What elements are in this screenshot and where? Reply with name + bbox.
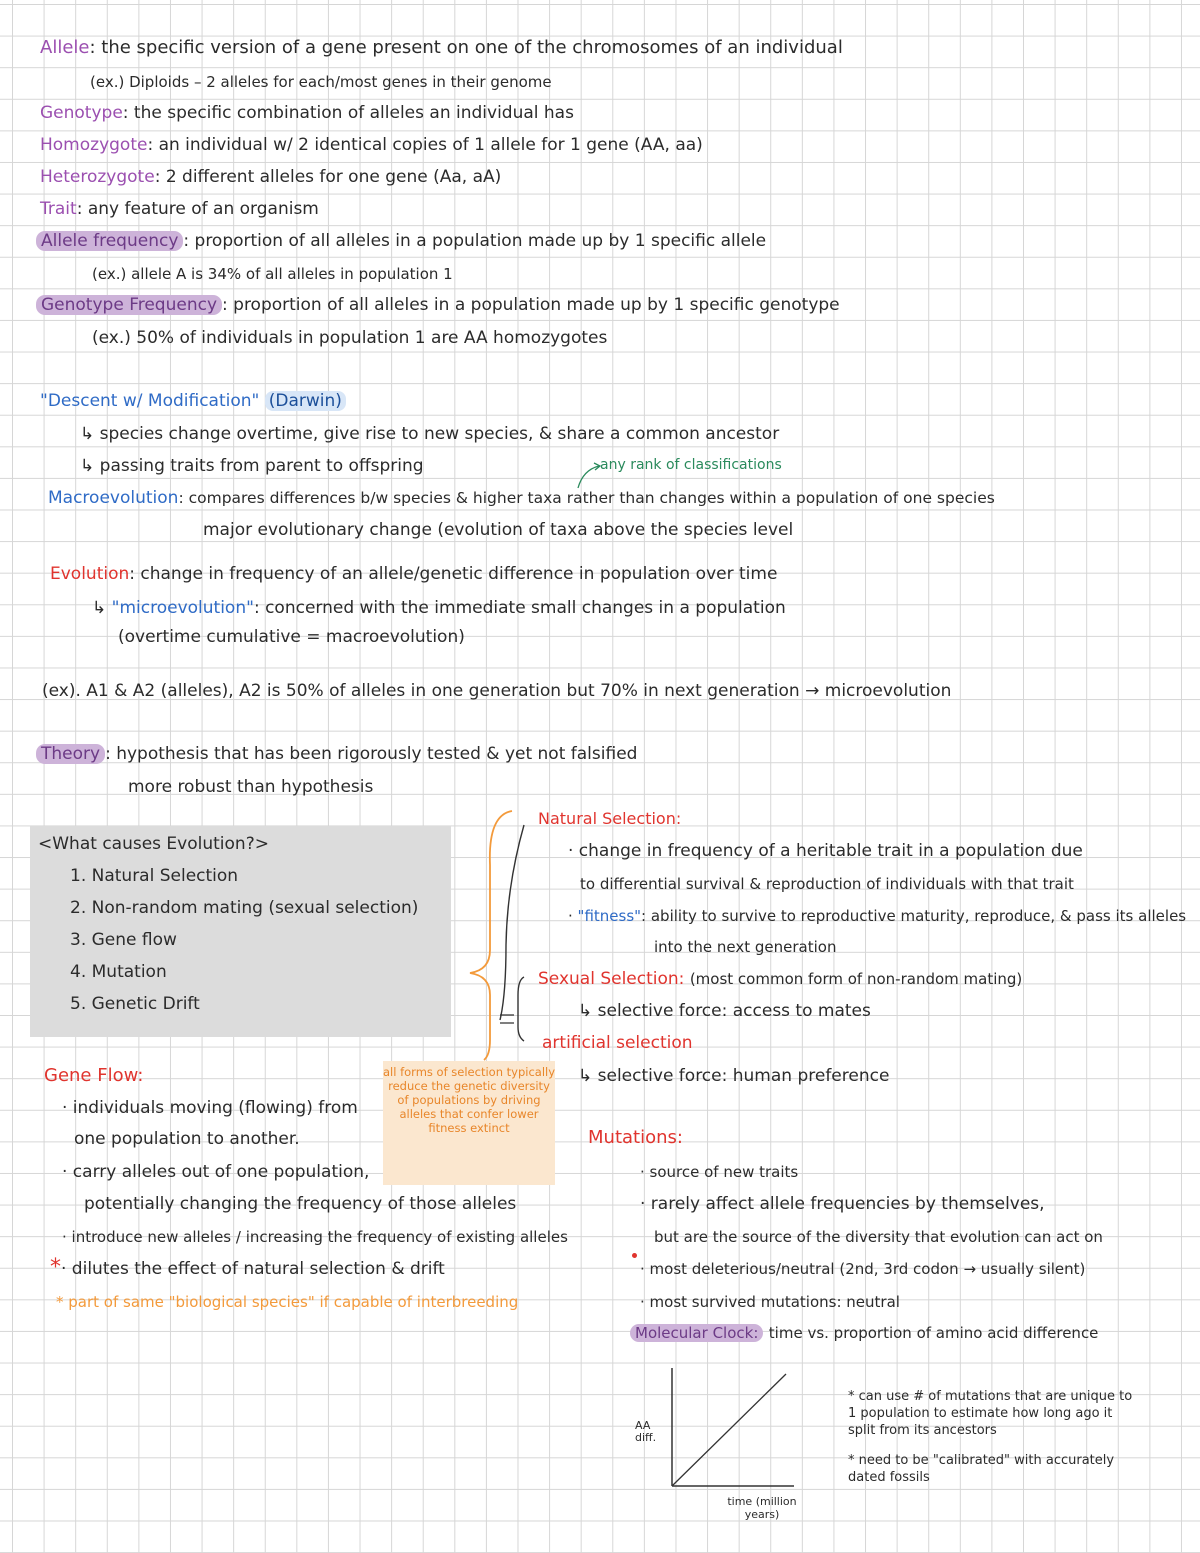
def-genotype-text: : the specific combination of alleles an individual has xyxy=(122,103,574,123)
microevolution xyxy=(92,597,786,619)
mutations-line-1: · source of new traits xyxy=(640,1163,799,1181)
microevolution-text: : concerned with the immediate small changes in a population xyxy=(253,598,786,618)
def-allele-frequency-text: : proportion of all alleles in a population made up by 1 specific allele xyxy=(183,231,767,251)
darwin-bullet-2: ↳ passing traits from parent to offspring xyxy=(80,456,424,476)
gene-flow-title: Gene Flow: xyxy=(44,1065,144,1086)
gene-flow-line-6 xyxy=(50,1257,445,1280)
genotype-frequency-example: (ex.) 50% of individuals in population 1 are AA homozygotes xyxy=(92,328,608,348)
term-genotype-frequency: Genotype Frequency xyxy=(36,295,222,315)
graph-y-label: AA diff. xyxy=(635,1419,657,1444)
causes-title: <What causes Evolution?> xyxy=(38,834,269,854)
fitness-text-2: into the next generation xyxy=(654,938,837,956)
fitness-def: · "fitness": ability to survive to reproductive maturity, reproduce, & pass its alleles xyxy=(568,907,1187,925)
term-microevolution: "microevolution" xyxy=(111,598,254,618)
cause-item-3: 3. Gene flow xyxy=(70,930,177,950)
red-star: * xyxy=(50,1255,61,1280)
molecular-clock-graph xyxy=(668,1366,798,1494)
red-dot xyxy=(632,1253,637,1258)
selection-note-box: all forms of selection typically reduce the genetic diversity of populations by driving alleles that confer lower fitness extinct xyxy=(383,1061,555,1185)
def-heterozygote xyxy=(40,166,501,188)
def-heterozygote-text: : 2 different alleles for one gene (Aa, aA) xyxy=(154,167,502,187)
term-macroevolution: Macroevolution xyxy=(48,488,179,508)
macroevolution-text: : compares differences b/w species & higher taxa rather than changes within a population of one species xyxy=(178,489,995,507)
gene-flow-line-6-text: · dilutes the effect of natural selection & drift xyxy=(61,1259,445,1279)
sexual-selection-force: ↳ selective force: access to mates xyxy=(578,1001,871,1021)
molecular-clock-text: time vs. proportion of amino acid difference xyxy=(768,1324,1099,1342)
gene-flow-species-note: * part of same "biological species" if capable of interbreeding xyxy=(56,1293,519,1311)
def-allele xyxy=(40,37,843,59)
cause-item-5: 5. Genetic Drift xyxy=(70,994,200,1014)
def-trait xyxy=(40,198,319,220)
evolution-text: : change in frequency of an allele/genetic difference in population over time xyxy=(129,564,778,584)
def-genotype-frequency xyxy=(36,294,840,316)
natural-selection-line-2: to differential survival & reproduction of individuals with that trait xyxy=(580,875,1074,893)
artificial-selection-title: artificial selection xyxy=(542,1033,693,1053)
macroevolution xyxy=(48,487,995,509)
sexual-selection-text: (most common form of non-random mating) xyxy=(689,970,1023,988)
def-homozygote xyxy=(40,134,703,156)
def-genotype-frequency-text: : proportion of all alleles in a population made up by 1 specific genotype xyxy=(222,295,840,315)
darwin-bullet-1: ↳ species change overtime, give rise to new species, & share a common ancestor xyxy=(80,424,780,444)
taxa-annotation: any rank of classifications xyxy=(600,457,782,473)
gene-flow-line-4: potentially changing the frequency of those alleles xyxy=(84,1194,517,1214)
allele-example: (ex.) Diploids – 2 alleles for each/most genes in their genome xyxy=(90,73,552,91)
microevolution-text-2: (overtime cumulative = macroevolution) xyxy=(118,627,465,647)
term-allele: Allele xyxy=(40,37,90,58)
gene-flow-line-3: · carry alleles out of one population, xyxy=(62,1162,370,1182)
fitness-text: : ability to survive to reproductive maturity, reproduce, & pass its alleles xyxy=(641,907,1187,925)
mutations-line-4: · most deleterious/neutral (2nd, 3rd codon → usually silent) xyxy=(640,1260,1086,1278)
graph-x-label: time (million years) xyxy=(727,1495,797,1521)
darwin-author: (Darwin) xyxy=(265,391,346,411)
term-theory: Theory xyxy=(36,744,105,764)
term-evolution: Evolution xyxy=(50,564,130,584)
clock-note-2: * need to be "calibrated" with accurately dated fossils xyxy=(848,1453,1115,1485)
darwin-heading xyxy=(40,390,346,412)
cause-item-2: 2. Non-random mating (sexual selection) xyxy=(70,898,419,918)
natural-selection-title: Natural Selection: xyxy=(538,809,682,828)
macroevolution-text-2: major evolutionary change (evolution of taxa above the species level xyxy=(203,520,794,540)
sexual-selection xyxy=(538,968,1022,990)
natural-selection-line-1: · change in frequency of a heritable trait in a population due xyxy=(568,841,1083,861)
term-heterozygote: Heterozygote xyxy=(40,167,155,187)
evolution-def xyxy=(50,563,777,585)
term-allele-frequency: Allele frequency xyxy=(36,231,183,251)
term-genotype: Genotype xyxy=(40,103,123,123)
descent-title: "Descent w/ Modification" xyxy=(40,391,260,411)
gene-flow-line-2: one population to another. xyxy=(74,1129,300,1149)
evolution-example: (ex). A1 & A2 (alleles), A2 is 50% of alleles in one generation but 70% in next generation → microevolution xyxy=(42,681,952,701)
micro-arrow: ↳ xyxy=(92,598,107,618)
term-homozygote: Homozygote xyxy=(40,135,148,155)
mutations-title: Mutations: xyxy=(588,1127,683,1148)
theory-def xyxy=(36,743,637,765)
sexual-selection-title: Sexual Selection: xyxy=(538,969,685,989)
allele-frequency-example: (ex.) allele A is 34% of all alleles in population 1 xyxy=(92,265,453,283)
mutations-line-3: but are the source of the diversity that evolution can act on xyxy=(654,1228,1103,1246)
mutations-line-5: · most survived mutations: neutral xyxy=(640,1293,900,1311)
term-trait: Trait xyxy=(40,199,77,219)
theory-text-2: more robust than hypothesis xyxy=(128,777,374,797)
selection-brackets xyxy=(462,805,542,1065)
molecular-clock xyxy=(630,1322,1098,1344)
theory-text: : hypothesis that has been rigorously tested & yet not falsified xyxy=(105,744,638,764)
graph-trend-line xyxy=(672,1374,786,1486)
clock-note-1: * can use # of mutations that are unique to 1 population to estimate how long ago it split from its ancestors xyxy=(848,1389,1133,1438)
taxa-arrow xyxy=(575,460,605,490)
mutations-line-2: · rarely affect allele frequencies by themselves, xyxy=(640,1194,1045,1214)
def-homozygote-text: : an individual w/ 2 identical copies of 1 allele for 1 gene (AA, aa) xyxy=(147,135,703,155)
gene-flow-line-5: · introduce new alleles / increasing the frequency of existing alleles xyxy=(62,1228,568,1246)
gene-flow-line-1: · individuals moving (flowing) from xyxy=(62,1098,358,1118)
def-allele-text: : the specific version of a gene present on one of the chromosomes of an individual xyxy=(89,37,843,58)
term-fitness: "fitness" xyxy=(577,907,642,925)
def-trait-text: : any feature of an organism xyxy=(76,199,319,219)
artificial-selection-force: ↳ selective force: human preference xyxy=(578,1066,890,1086)
cause-item-1: 1. Natural Selection xyxy=(70,866,239,886)
term-molecular-clock: Molecular Clock: xyxy=(630,1324,763,1342)
def-allele-frequency xyxy=(36,230,766,252)
cause-item-4: 4. Mutation xyxy=(70,962,167,982)
def-genotype xyxy=(40,102,574,124)
